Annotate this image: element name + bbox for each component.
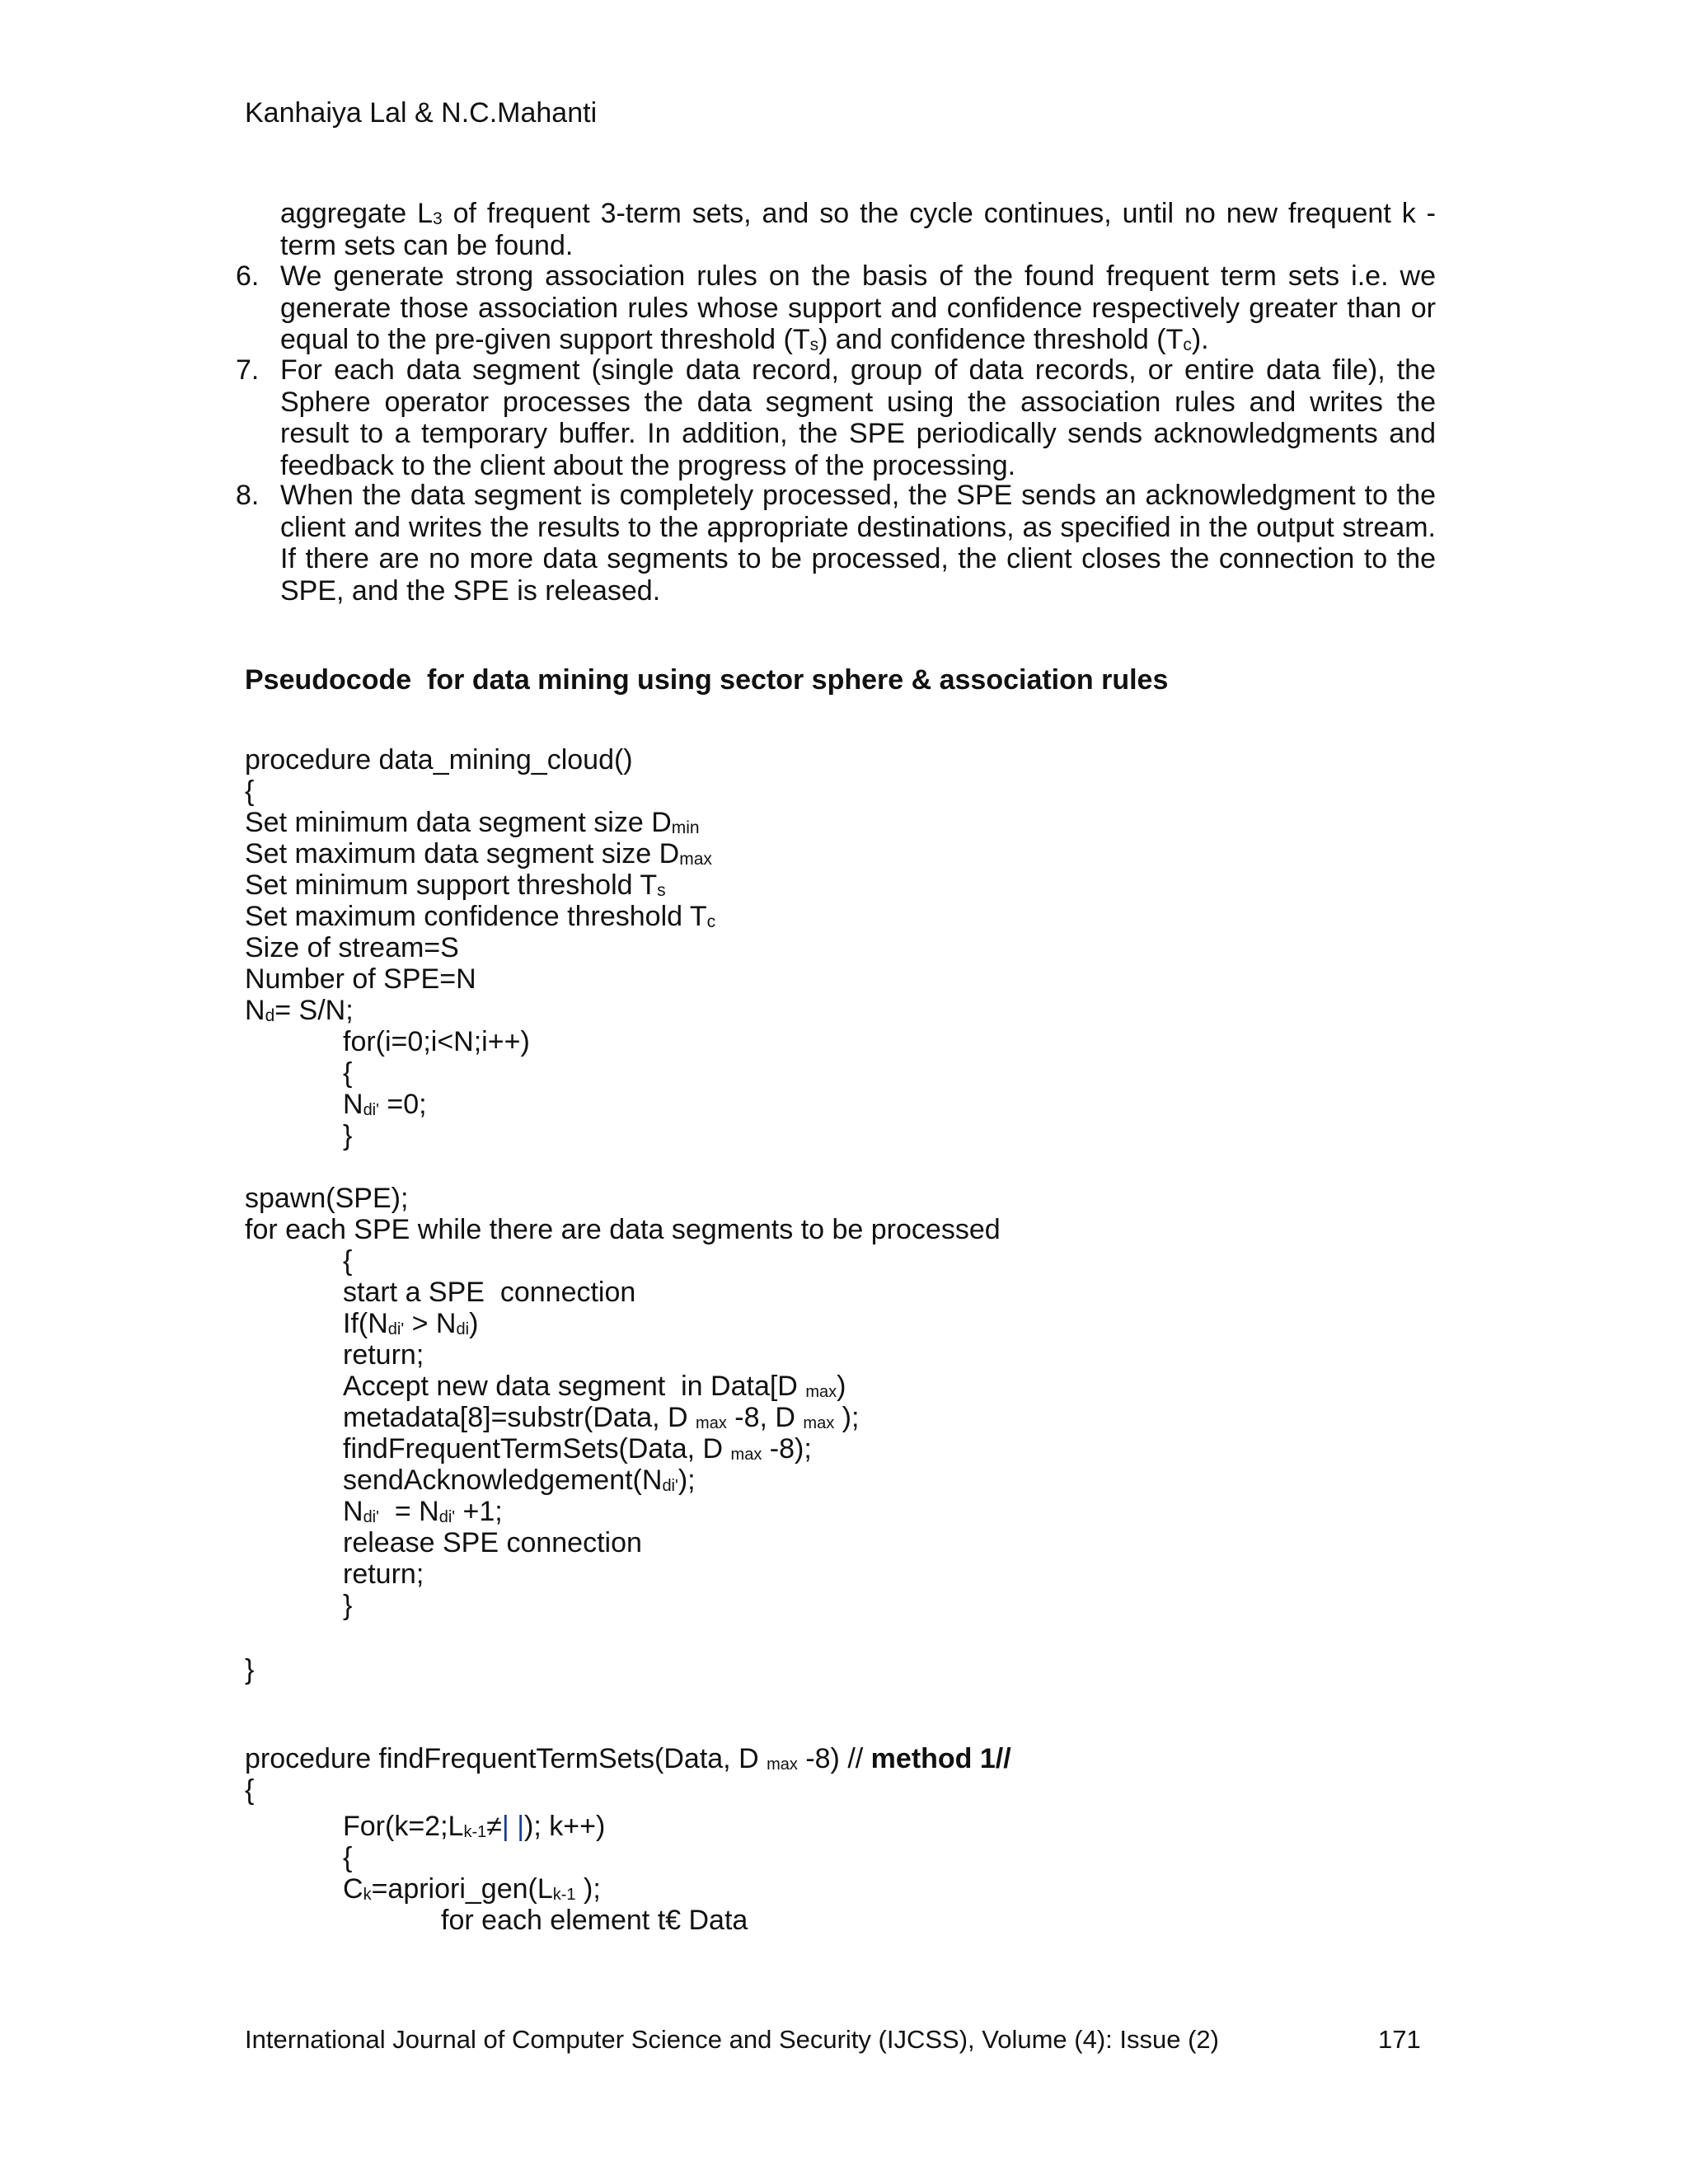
list-number: 6.: [236, 260, 260, 292]
code-line: Number of SPE=N: [245, 963, 476, 995]
code-line: {: [343, 1057, 353, 1089]
code-line: $sendAcknowledgement(N_{di'})$;: [343, 1465, 696, 1496]
list-item-text: When the data segment is completely processed, the SPE sends an acknowledgment to the client and writes the results to the appropriate destinations, as specified in the output stream. If there are no more data segments to be processed, the client closes the connection to the SPE, and the SPE is released.: [280, 480, 1436, 607]
code-line: $If(N_{di'} > N_{di})$: [343, 1308, 479, 1339]
page-number: 171: [1378, 2025, 1421, 2054]
code-line: $For(k=2;L_{k-1}\ne|$ |); k++): [343, 1811, 606, 1842]
code-line: findFrequentTermSets(Data, D $_{max}$ -8);: [343, 1433, 812, 1465]
code-line: Accept new data segment in Data[D $_{max}$): [343, 1371, 846, 1402]
code-line: }: [245, 1654, 255, 1685]
code-line: metadata[8]=substr(Data, D $_{max}$ -8, D $_{max}$ );: [343, 1402, 860, 1433]
code-line: spawn(SPE);: [245, 1183, 409, 1214]
code-line: return;: [343, 1339, 424, 1371]
code-line: return;: [343, 1558, 424, 1590]
code-line: for each SPE while there are data segments to be processed: [245, 1214, 1001, 1245]
code-line: Set maximum confidence threshold $T_c$: [245, 901, 716, 932]
list-item-7: [236, 354, 1436, 481]
list-item-8: [236, 480, 1436, 607]
code-line: Set maximum data segment size $D_{max}$: [245, 838, 712, 869]
list-number: 8.: [236, 480, 260, 511]
code-line: $N_d= S/N$;: [245, 995, 354, 1026]
code-line: Size of stream=S: [245, 932, 459, 963]
code-line: release SPE connection: [343, 1527, 642, 1558]
code-line: procedure findFrequentTermSets(Data, D $_{max}$ -8) // method 1//: [245, 1743, 1011, 1774]
list-item-6: 6. We generate strong association rules on the basis of the found frequent term sets i.e. we generate those association rules whose support and confidence respectively greater than or equal to the pre-given support threshold $(T_s)$ and confidence threshold $(T_c)$.: [236, 260, 1436, 355]
code-line: procedure data_mining_cloud(): [245, 744, 633, 776]
code-line: $N_{di'} =0$;: [343, 1089, 427, 1120]
code-line: {: [343, 1245, 353, 1277]
code-line: for each element t€ Data: [441, 1905, 748, 1936]
code-line: start a SPE connection: [343, 1277, 636, 1308]
code-line: {: [343, 1842, 353, 1873]
running-header: Kanhaiya Lal & N.C.Mahanti: [245, 97, 598, 129]
code-line: for(i=0;i<N;i++): [343, 1026, 530, 1057]
list-item-text: For each data segment (single data record, group of data records, or entire data file), the Sphere operator processes the data segment using the association rules and writes the result to a temporary buffer. In addition, the SPE periodically sends acknowledgments and feedback to the client about the progress of the processing.: [280, 354, 1436, 481]
list-number: 7.: [236, 354, 260, 386]
code-line: Set minimum data segment size $D_{min}$: [245, 807, 700, 838]
code-line: Set minimum support threshold $T_s$: [245, 869, 666, 901]
code-line: $C_k=apriori\_gen(L_{k-1}$ );: [343, 1873, 601, 1905]
journal-footer: International Journal of Computer Science and Security (IJCSS), Volume (4): Issue (2): [245, 2025, 1219, 2054]
section-heading: Pseudocode for data mining using sector sphere & association rules: [245, 664, 1169, 696]
code-line: $N_{di'} = N_{di'} +1$;: [343, 1496, 503, 1527]
list-item-continuation: aggregate $L_3$ of frequent 3-term sets, and so the cycle continues, until no new frequent k -term sets can be found.: [280, 198, 1436, 261]
code-line: }: [343, 1590, 353, 1621]
code-line: {: [245, 1774, 255, 1806]
code-line: {: [245, 776, 255, 807]
code-line: }: [343, 1120, 353, 1151]
